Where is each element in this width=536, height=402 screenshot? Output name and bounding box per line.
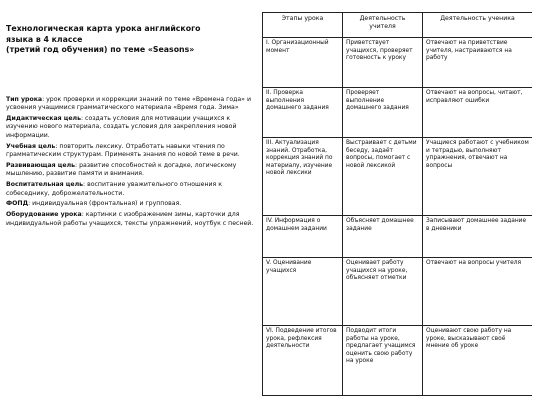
student-cell: Отвечают на вопросы учителя <box>423 258 533 326</box>
teacher-cell: Оценивает работу учащихся на уроке, объясняет отметки <box>343 258 423 326</box>
stage-cell: III. Актуализация знаний. Отработка, коррекция знаний по материалу, изучение новой лексики <box>263 138 343 216</box>
header-stage: Этапы урока <box>263 13 343 38</box>
table-row <box>263 88 533 138</box>
student-cell: Учащиеся работают с учебником и тетрадью, выполняют упражнения, отвечают на вопросы <box>423 138 533 216</box>
stage-cell: II. Проверка выполнения домашнего задания <box>263 88 343 138</box>
table-header-row <box>263 13 533 38</box>
teacher-cell: Проверяет выполнение домашнего задания <box>343 88 423 138</box>
lesson-equipment: Оборудование урока: картинки с изображением зимы, карточки для индивидуальной работы учащихся, тексты упражнений, ноутбук с песней. <box>6 211 254 227</box>
lesson-description <box>6 96 258 229</box>
table-row <box>263 326 533 396</box>
student-cell: Отвечают на вопросы, читают, исправляют ошибки <box>423 88 533 138</box>
student-cell: Записывают домашнее задание в дневники <box>423 216 533 258</box>
lesson-stages-table <box>262 12 532 396</box>
developmental-goal: Развивающая цель: развитие способностей к догадке, логическому мышлению, развитие памяти и внимания. <box>6 161 237 178</box>
stage-cell: I. Организационный момент <box>263 38 343 88</box>
document-title <box>6 24 258 56</box>
stage-cell: VI. Подведение итогов урока, рефлексия деятельности <box>263 326 343 396</box>
table-row <box>263 38 533 88</box>
stage-cell: V. Оценивание учащихся <box>263 258 343 326</box>
learning-goal: Учебная цель: повторить лексику. Отработать навыки чтения по грамматическим структурам. Применять знания по новой теме в речи. <box>6 142 240 158</box>
header-student-activity: Деятельность ученика <box>423 13 533 38</box>
teacher-cell: Объясняет домашнее задание <box>343 216 423 258</box>
student-cell: Отвечают на приветствие учителя, настраиваются на работу <box>423 38 533 88</box>
stage-cell: IV. Информация о домашнем задании <box>263 216 343 258</box>
table-row <box>263 258 533 326</box>
table-row <box>263 138 533 216</box>
teacher-cell: Подводит итоги работы на уроке, предлагает учащимся оценить свою работу на уроке <box>343 326 423 396</box>
teacher-cell: Приветствует учащихся, проверяет готовность к уроку <box>343 38 423 88</box>
didactic-goal: Дидактическая цель: создать условия для мотивации учащихся к изучению нового материала, создать условия для закрепления новой информации. <box>6 114 237 139</box>
student-cell: Оценивают свою работу на уроке, высказывают своё мнение об уроке <box>423 326 533 396</box>
title-line-1: Технологическая карта урока английского <box>6 24 201 33</box>
title-line-3: (третий год обучения) по теме «Seasons» <box>6 45 195 54</box>
lesson-stages-table-wrapper <box>262 12 532 400</box>
work-forms: ФОПД: индивидуальная (фронтальная) и групповая. <box>6 200 182 208</box>
educational-goal: Воспитательная цель: воспитание уважительного отношения к собеседнику, доброжелательности. <box>6 181 222 197</box>
teacher-cell: Выстраивает с детьми беседу, задаёт вопросы, помогает с новой лексикой <box>343 138 423 216</box>
table-row <box>263 216 533 258</box>
header-teacher-activity: Деятельность учителя <box>343 13 423 38</box>
lesson-type: Тип урока: урок проверки и коррекции знаний по теме «Времена года» и усвоения учащимися грамматического материала «Время года. Зима» <box>6 95 251 111</box>
title-line-2: языка в 4 классе <box>6 34 83 44</box>
document-left-column <box>6 24 258 231</box>
